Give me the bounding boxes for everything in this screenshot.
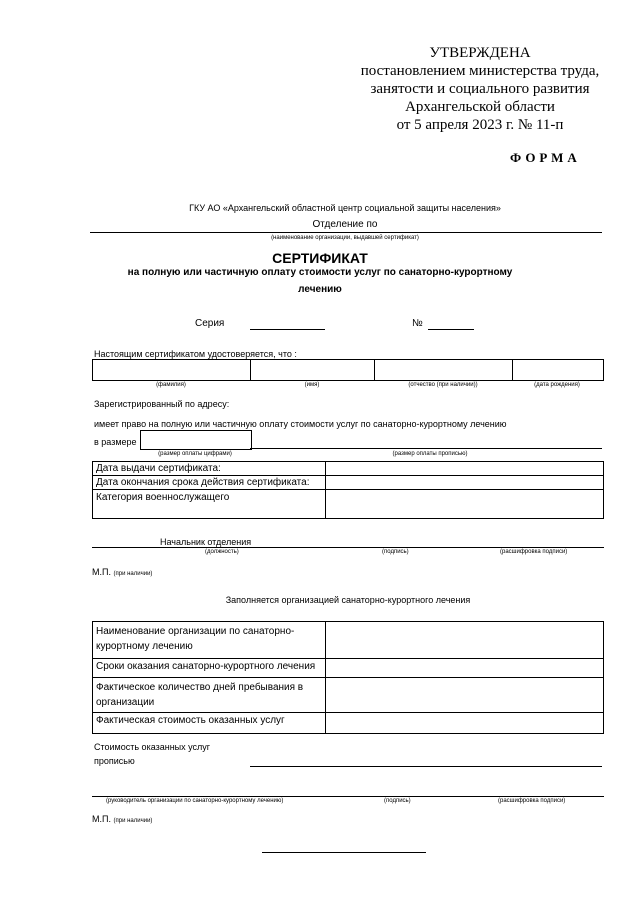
signature-line[interactable] (92, 547, 604, 548)
table-cell-label: Дата выдачи сертификата: (93, 462, 326, 476)
table-cell-label: Фактическая стоимость оказанных услуг (93, 713, 326, 734)
certify-text: Настоящим сертификатом удостоверяется, что : (94, 349, 297, 359)
stamp-block-2 (92, 814, 152, 824)
head-label: Начальник отделения (160, 537, 252, 547)
signature-decode-hint: (расшифровка подписи) (500, 549, 568, 555)
position-hint: (должность) (205, 549, 239, 555)
surname-hint: (фамилия) (156, 382, 186, 388)
treatment-dates-field[interactable] (326, 659, 604, 678)
stamp-label: М.П. (92, 567, 111, 577)
table-row (93, 713, 604, 734)
signature-hint: (подпись) (384, 798, 411, 804)
sanatorium-name-field[interactable] (326, 622, 604, 659)
table-row (93, 678, 604, 713)
amount-label: в размере (94, 437, 137, 447)
table-row (93, 622, 604, 659)
stamp-hint: (при наличии) (113, 571, 153, 577)
patronymic-hint: (отчество (при наличии)) (408, 382, 478, 388)
number-field[interactable] (428, 329, 474, 330)
table-cell-label: Категория военнослужащего (93, 490, 326, 519)
stamp-block (92, 567, 152, 577)
approval-line: от 5 апреля 2023 г. № 11-п (396, 117, 564, 133)
table-row (93, 462, 604, 476)
approval-block (330, 44, 630, 134)
table-cell-label: Наименование организации по санаторно-курортному лечению (93, 622, 326, 659)
number-label: № (412, 318, 423, 329)
sanatorium-table (92, 621, 604, 734)
cost-words-label-1: Стоимость оказанных услуг (94, 742, 211, 752)
org-underline (90, 232, 602, 233)
signature-hint: (подпись) (382, 549, 409, 555)
filled-by-label: Заполняется организацией санаторно-курортного лечения (225, 595, 471, 605)
amount-words-field[interactable] (250, 448, 602, 449)
cost-words-field[interactable] (250, 766, 602, 767)
table-row (93, 659, 604, 678)
registered-label: Зарегистрированный по адресу: (94, 399, 230, 409)
bottom-signature-line[interactable] (92, 796, 604, 797)
approval-line: УТВЕРЖДЕНА (429, 45, 531, 61)
divider (512, 359, 513, 380)
cost-words-label-2: прописью (94, 756, 135, 766)
certificate-table (92, 461, 604, 519)
category-field[interactable] (326, 490, 604, 519)
actual-cost-field[interactable] (326, 713, 604, 734)
amount-digits-field[interactable] (140, 430, 252, 450)
table-row (93, 476, 604, 490)
approval-line: занятости и социального развития (370, 81, 590, 97)
amount-words-hint: (размер оплаты прописью) (392, 451, 468, 457)
series-field[interactable] (250, 329, 325, 330)
manager-hint: (руководитель организации по санаторно-курортному лечению) (106, 798, 284, 804)
certificate-title: СЕРТИФИКАТ (272, 250, 368, 266)
days-count-field[interactable] (326, 678, 604, 713)
department-label: Отделение по (312, 219, 378, 230)
series-label: Серия (195, 318, 225, 329)
table-row (93, 490, 604, 519)
certificate-subtitle-2: лечению (298, 284, 342, 295)
table-cell-label: Дата окончания срока действия сертификата: (93, 476, 326, 490)
birthdate-hint: (дата рождения) (534, 382, 580, 388)
issue-date-field[interactable] (326, 462, 604, 476)
divider (250, 359, 251, 380)
org-name: ГКУ АО «Архангельский областной центр социальной защиты населения» (189, 203, 501, 213)
signature-decode-hint: (расшифровка подписи) (498, 798, 566, 804)
expiry-date-field[interactable] (326, 476, 604, 490)
divider (374, 359, 375, 380)
approval-line: Архангельской области (405, 99, 555, 115)
right-text: имеет право на полную или частичную оплату стоимости услуг по санаторно-курортному лечению (94, 419, 507, 429)
approval-line: постановлением министерства труда, (360, 63, 600, 79)
footer-line (262, 852, 426, 853)
stamp-label: М.П. (92, 814, 111, 824)
name-hint: (имя) (304, 382, 320, 388)
person-fields-box (92, 359, 604, 381)
certificate-subtitle-1: на полную или частичную оплату стоимости услуг по санаторно-курортному (127, 267, 513, 278)
amount-digits-hint: (размер оплаты цифрами) (158, 451, 232, 457)
org-hint: (наименование организации, выдавшей сертификат) (271, 235, 419, 241)
table-cell-label: Сроки оказания санаторно-курортного лечения (93, 659, 326, 678)
form-label: ФОРМА (510, 150, 581, 165)
table-cell-label: Фактическое количество дней пребывания в организации (93, 678, 326, 713)
stamp-hint: (при наличии) (113, 818, 153, 824)
